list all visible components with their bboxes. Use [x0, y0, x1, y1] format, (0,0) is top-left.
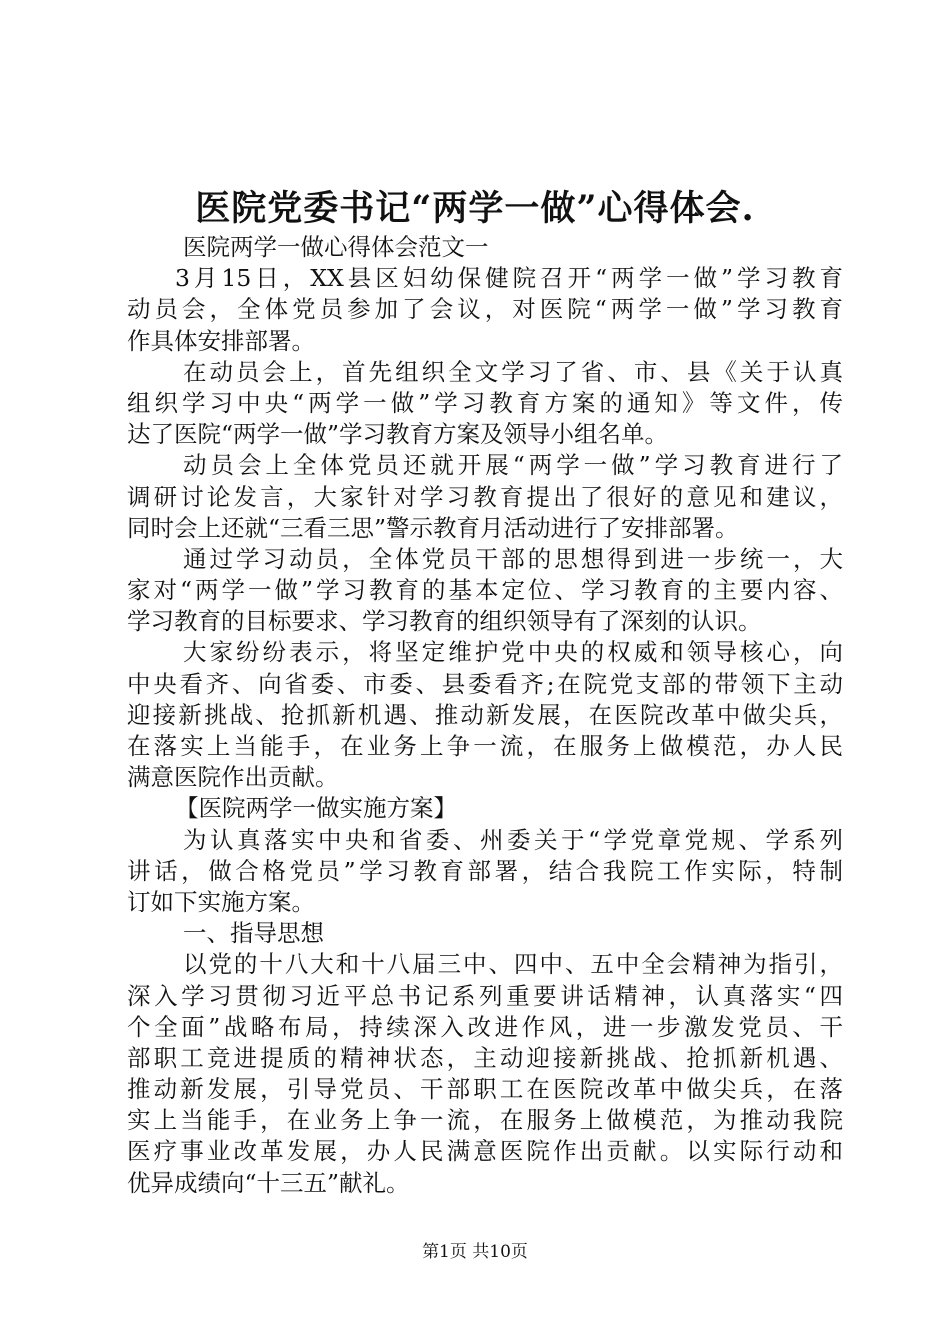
paragraph-line: 动员会上全体党员还就开展“两学一做”学习教育进行了	[183, 451, 843, 480]
paragraph-line: 调研讨论发言，大家针对学习教育提出了很好的意见和建议，	[127, 482, 843, 511]
paragraph-line: 动员会，全体党员参加了会议，对医院“两学一做”学习教育	[127, 295, 843, 324]
paragraph-line: 以党的十八大和十八届三中、四中、五中全会精神为指引，	[183, 950, 843, 979]
paragraph-line: 讲话，做合格党员”学习教育部署，结合我院工作实际，特制	[127, 856, 843, 885]
paragraph-line: 医疗事业改革发展，办人民满意医院作出贡献。以实际行动和	[127, 1137, 843, 1166]
paragraph-line: 实上当能手，在业务上争一流，在服务上做模范，为推动我院	[127, 1106, 843, 1135]
paragraph-line: 个全面”战略布局，持续深入改进作风，进一步激发党员、干	[127, 1012, 843, 1041]
document-title: 医院党委书记“两学一做”心得体会.	[195, 188, 755, 229]
paragraph-line: 中央看齐、向省委、市委、县委看齐;在院党支部的带领下主动	[127, 669, 843, 698]
paragraph-line: 满意医院作出贡献。	[127, 763, 339, 792]
paragraph-line: 大家纷纷表示，将坚定维护党中央的权威和领导核心，向	[183, 638, 843, 667]
paragraph-line: 家对“两学一做”学习教育的基本定位、学习教育的主要内容、	[127, 576, 843, 605]
paragraph-line: 达了医院“两学一做”学习教育方案及领导小组名单。	[127, 420, 669, 449]
document-body	[127, 232, 843, 1199]
paragraph-line: 优异成绩向“十三五”献礼。	[127, 1168, 410, 1197]
paragraph-line: 部职工竞进提质的精神状态，主动迎接新挑战、抢抓新机遇、	[127, 1043, 843, 1072]
paragraph-line: 为认真落实中央和省委、州委关于“学党章党规、学系列	[183, 825, 843, 854]
paragraph-line: 订如下实施方案。	[127, 887, 315, 916]
paragraph-line: 推动新发展，引导党员、干部职工在医院改革中做尖兵，在落	[127, 1075, 843, 1104]
paragraph-line: 医院两学一做心得体会范文一	[183, 233, 489, 261]
paragraph-line: 迎接新挑战、抢抓新机遇、推动新发展，在医院改革中做尖兵，	[127, 700, 843, 729]
paragraph-line: 学习教育的目标要求、学习教育的组织领导有了深刻的认识。	[127, 607, 762, 636]
paragraph-line: 组织学习中央“两学一做”学习教育方案的通知》等文件，传	[127, 388, 843, 417]
paragraph-line: 通过学习动员，全体党员干部的思想得到进一步统一，大	[183, 544, 843, 573]
paragraph-line: 在落实上当能手，在业务上争一流，在服务上做模范，办人民	[127, 732, 843, 760]
page-footer: 第1页 共10页	[422, 1242, 528, 1262]
paragraph-line: 作具体安排部署。	[127, 326, 315, 355]
paragraph-line: 3月15日，XX县区妇幼保健院召开“两学一做”学习教育	[175, 264, 843, 293]
paragraph-line: 在动员会上，首先组织全文学习了省、市、县《关于认真	[183, 357, 843, 386]
paragraph-line: 深入学习贯彻习近平总书记系列重要讲话精神，认真落实“四	[127, 981, 843, 1010]
paragraph-line: 【医院两学一做实施方案】	[175, 794, 457, 823]
paragraph-line: 同时会上还就“三看三思”警示教育月活动进行了安排部署。	[127, 513, 739, 542]
paragraph-line: 一、指导思想	[183, 919, 324, 948]
